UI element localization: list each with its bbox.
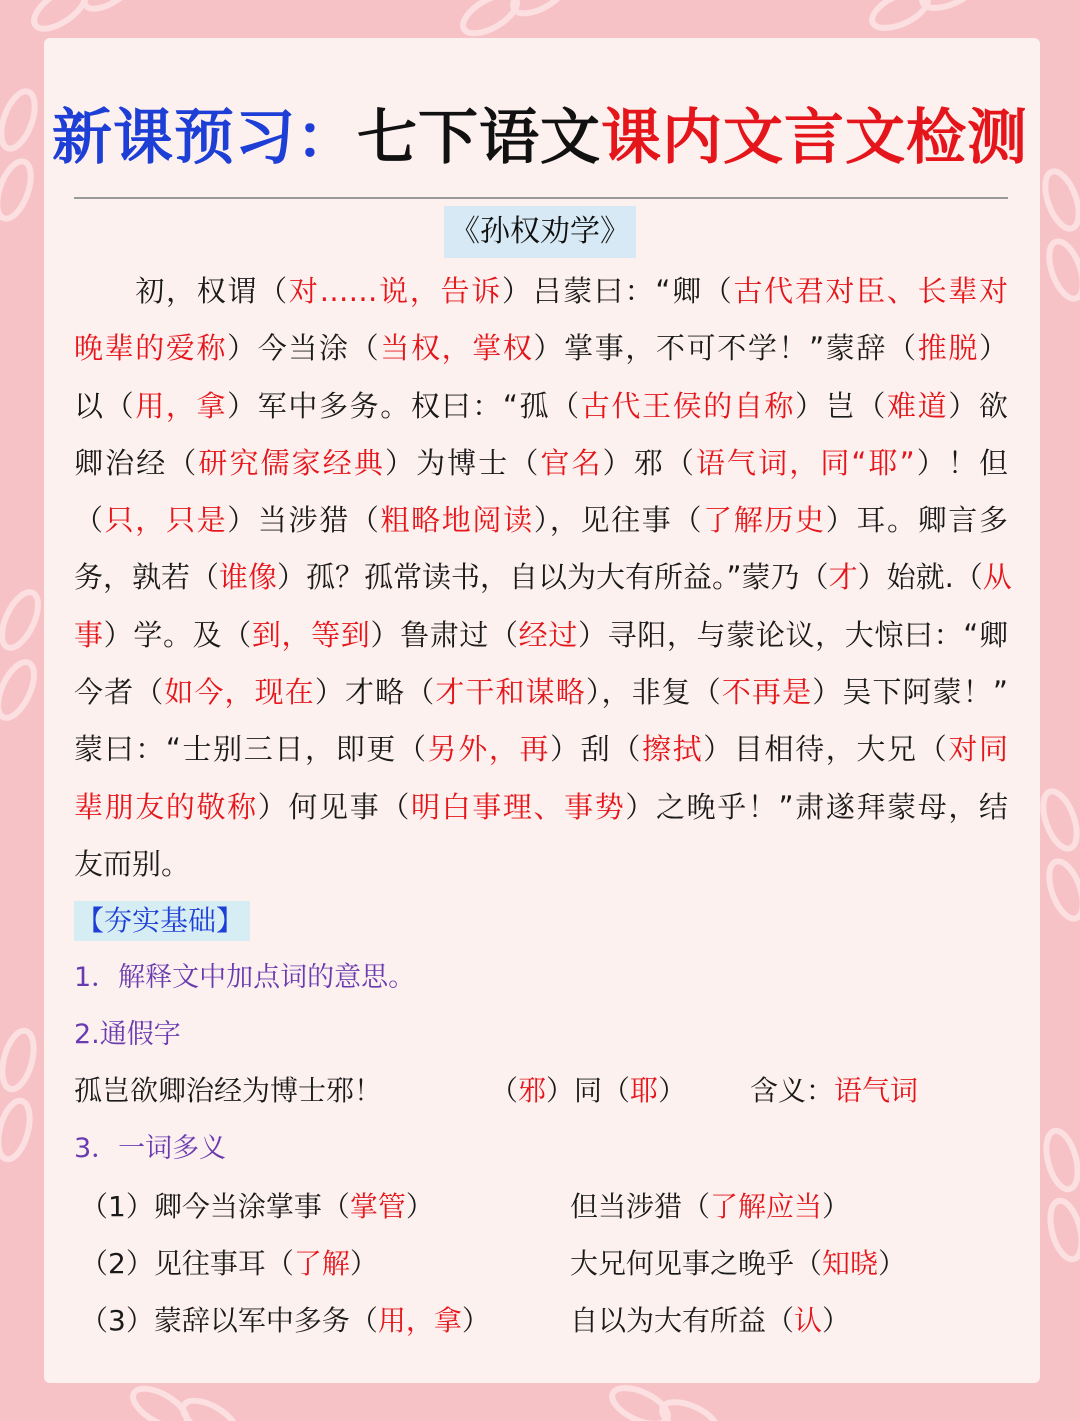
question-2: 2.通假字 [74, 1019, 181, 1050]
passage-line [74, 263, 1008, 320]
polysemy-close: ） [822, 1190, 851, 1223]
question-1: 1．解释文中加点词的意思。 [74, 962, 416, 993]
original-text: ）刮（ [550, 732, 643, 767]
polysemy-answer: 掌管 [349, 1190, 406, 1223]
annotation-text: 不再是 [721, 675, 813, 710]
original-text: ）始就.（ [857, 560, 983, 595]
annotation-text: 只，只是 [104, 503, 228, 538]
polysemy-answer: 了解应当 [710, 1190, 823, 1223]
annotation-text: 用，拿 [135, 388, 228, 423]
annotation-text: 研究儒家经典 [198, 445, 385, 480]
original-text: 务，孰若（ [74, 560, 220, 595]
original-text: ），非复（ [585, 675, 722, 710]
original-text: ）才略（ [314, 675, 436, 710]
annotation-text: 晚辈的爱称 [74, 331, 228, 366]
annotation-text: 才 [828, 560, 858, 595]
polysemy-sentence: （2）见往事耳（ [80, 1247, 294, 1280]
annotation-text: 到，等到 [251, 617, 371, 652]
passage-line [74, 549, 1012, 606]
original-text: 蒙曰：“士别三日，即更（ [74, 732, 428, 767]
original-text: （ [74, 503, 105, 538]
tongjia-meaning [750, 1072, 918, 1110]
original-text: ）鲁肃过（ [370, 617, 519, 652]
tongjia-close: ） [658, 1074, 687, 1107]
question-3: 3．一词多义 [74, 1133, 227, 1164]
passage-line [74, 435, 1008, 492]
classical-passage [74, 263, 1012, 893]
meaning-label: 含义： [750, 1074, 835, 1107]
title-part-2: 七下语文 [357, 103, 601, 173]
tongjia-sentence: 孤岂欲卿治经为博士邪！ [74, 1074, 383, 1107]
polysemy-close: ） [405, 1190, 434, 1223]
page-title [0, 102, 1080, 174]
original-text: ）寻阳，与蒙论议，大惊曰：“卿 [577, 617, 1008, 652]
original-text: ） [978, 331, 1008, 366]
passage-line [74, 607, 1008, 664]
annotation-text: 粗略地阅读 [380, 503, 534, 538]
meaning-value: 语气词 [834, 1074, 919, 1107]
polysemy-sentence: 但当涉猎（ [570, 1190, 711, 1223]
polysemy-right-item [570, 1245, 906, 1283]
title-part-3: 课内文言文检测 [601, 103, 1028, 173]
annotation-text: 辈朋友的敬称 [74, 789, 258, 824]
polysemy-answer: 认 [794, 1304, 823, 1337]
original-text: ）今当涂（ [227, 331, 381, 366]
polysemy-close: ） [822, 1304, 851, 1337]
polysemy-left-item [80, 1302, 490, 1340]
title-part-1: 新课预习： [52, 103, 357, 173]
annotation-text: 从 [982, 560, 1012, 595]
original-text: ）耳。卿言多 [825, 503, 1008, 538]
passage-line [74, 492, 1008, 549]
polysemy-right-item [570, 1188, 850, 1226]
polysemy-sentence: 自以为大有所益（ [570, 1304, 795, 1337]
annotation-text: 古代王侯的自称 [580, 388, 796, 423]
original-text: ）吕蒙曰：“卿（ [501, 274, 734, 308]
annotation-text: 才干和谋略 [435, 675, 586, 710]
tongjia-mid: ）同（ [546, 1074, 631, 1107]
polysemy-answer: 知晓 [822, 1247, 879, 1280]
original-text: 初，权谓（ [74, 274, 289, 308]
annotation-text: 事 [74, 617, 104, 652]
original-text: ）之晚乎！”肃遂拜蒙母，结 [625, 789, 1008, 824]
passage-line [74, 779, 1008, 836]
annotation-text: 了解历史 [703, 503, 826, 538]
polysemy-sentence: 大兄何见事之晚乎（ [570, 1247, 823, 1280]
section-tag: 【夯实基础】 [74, 901, 250, 941]
original-text: ）军中多务。权曰：“孤（ [227, 388, 581, 423]
original-text: ）学。及（ [103, 617, 252, 652]
original-text: ）当涉猎（ [227, 503, 381, 538]
passage-line [74, 320, 1008, 377]
annotation-text: 对……说，告诉 [288, 274, 502, 308]
passage-line [74, 836, 1008, 893]
annotation-text: 语气词，同“耶” [695, 445, 915, 480]
annotation-text: 擦拭 [642, 732, 704, 767]
tongjia-char: 邪 [518, 1074, 547, 1107]
annotation-text: 难道 [887, 388, 949, 423]
polysemy-left-item [80, 1245, 378, 1283]
polysemy-sentence: （1）卿今当涂掌事（ [80, 1190, 350, 1223]
annotation-text: 明白事理、事势 [410, 789, 626, 824]
passage-line [74, 378, 1008, 435]
annotation-text: 另外，再 [427, 732, 551, 767]
annotation-text: 推脱 [917, 331, 979, 366]
original-text: ），见往事（ [533, 503, 704, 538]
original-text: ）为博士（ [384, 445, 541, 480]
tongjia-open: （ [490, 1074, 519, 1107]
passage-line [74, 721, 1008, 778]
lesson-title: 《孙权劝学》 [444, 206, 636, 258]
tongjia-pair [490, 1072, 686, 1110]
annotation-text: 谁像 [219, 560, 278, 595]
original-text: 友而别。 [74, 846, 191, 881]
original-text: ）岂（ [795, 388, 888, 423]
original-text: ）何见事（ [257, 789, 411, 824]
annotation-text: 当权，掌权 [380, 331, 534, 366]
annotation-text: 经过 [518, 617, 578, 652]
annotation-text: 对同 [948, 732, 1008, 767]
original-text: ）掌事，不可不学！”蒙辞（ [533, 331, 918, 366]
original-text: ）吴下阿蒙！” [812, 675, 1008, 710]
original-text: ）孤？孤常读书，自以为大有所益。”蒙乃（ [277, 560, 829, 595]
polysemy-close: ） [878, 1247, 907, 1280]
polysemy-right-item [570, 1302, 850, 1340]
polysemy-close: ） [349, 1247, 378, 1280]
original-text: ）目相待，大兄（ [703, 732, 949, 767]
annotation-text: 官名 [540, 445, 603, 480]
title-divider [74, 197, 1008, 199]
original-text: 今者（ [74, 675, 165, 710]
tongjia-target: 耶 [630, 1074, 659, 1107]
polysemy-left-item [80, 1188, 434, 1226]
original-text: ）欲 [948, 388, 1008, 423]
passage-line [74, 664, 1008, 721]
original-text: ）！但 [914, 445, 1008, 480]
original-text: ）邪（ [602, 445, 696, 480]
polysemy-sentence: （3）蒙辞以军中多务（ [80, 1304, 378, 1337]
annotation-text: 古代君对臣、长辈对 [733, 274, 1008, 308]
polysemy-answer: 了解 [293, 1247, 350, 1280]
original-text: 卿治经（ [74, 445, 199, 480]
original-text: 以（ [74, 388, 136, 423]
polysemy-answer: 用，拿 [377, 1304, 462, 1337]
polysemy-close: ） [461, 1304, 490, 1337]
annotation-text: 如今，现在 [164, 675, 315, 710]
